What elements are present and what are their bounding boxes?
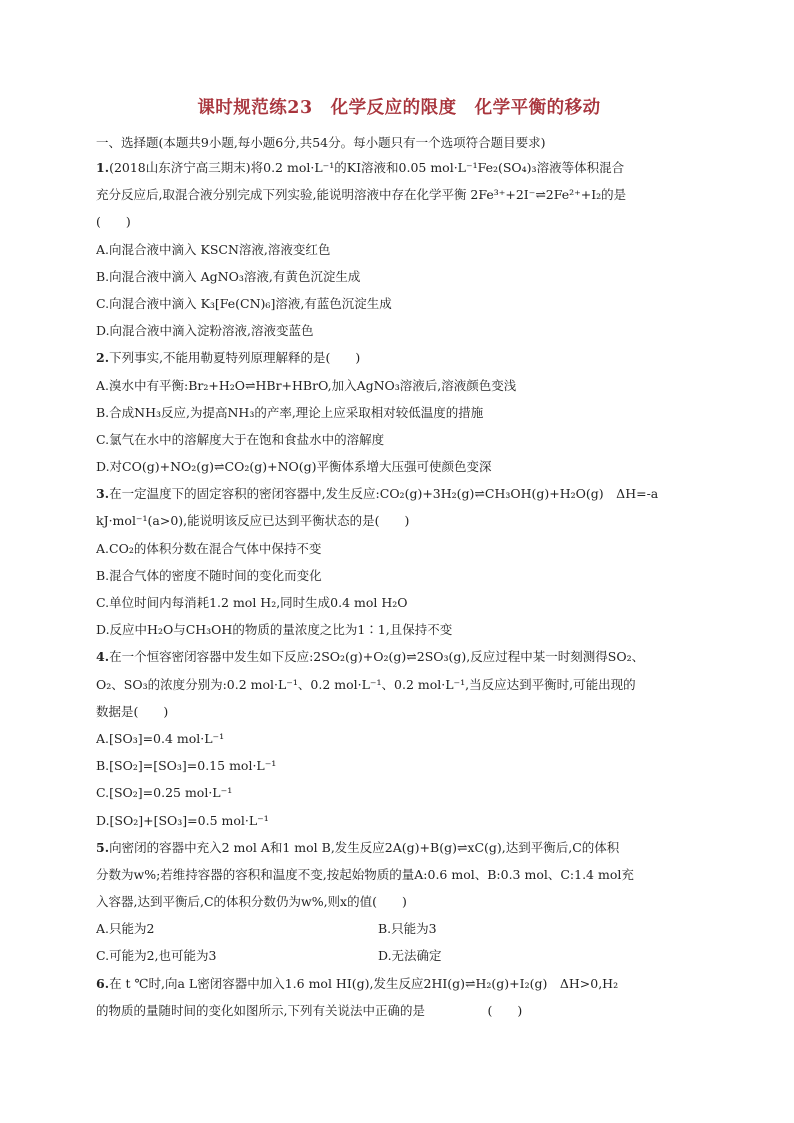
question-2-line-1 — [96, 344, 702, 371]
option-c: C.氯气在水中的溶解度大于在饱和食盐水中的溶解度 — [96, 431, 385, 447]
question-text: 在一个恒容密闭容器中发生如下反应:2SO₂(g)+O₂(g)⇌2SO₃(g),反应过程中某一时刻测得SO₂、 — [109, 649, 645, 665]
question-6-line-2: 的物质的量随时间的变化如图所示,下列有关说法中正确的是 ( ) — [96, 1002, 523, 1018]
option-b: B.[SO₂]=[SO₃]=0.15 mol·L⁻¹ — [96, 758, 277, 774]
option-a: A.向混合液中滴入 KSCN溶液,溶液变红色 — [96, 241, 331, 257]
question-4 — [96, 643, 702, 833]
option-row — [96, 942, 702, 969]
question-4-line-3: 数据是( ) — [96, 703, 169, 719]
page — [96, 96, 702, 1024]
question-5-line-1 — [96, 834, 702, 861]
question-number: 6. — [96, 975, 110, 991]
question-text: 在一定温度下的固定容积的密闭容器中,发生反应:CO₂(g)+3H₂(g)⇌CH₃OH(g)+H₂O(g) ΔH=-a — [109, 486, 659, 502]
option-a: A.[SO₃]=0.4 mol·L⁻¹ — [96, 730, 225, 746]
question-3 — [96, 480, 702, 643]
question-5 — [96, 834, 702, 970]
option-a: A.溴水中有平衡:Br₂+H₂O⇌HBr+HBrO,加入AgNO₃溶液后,溶液颜色变浅 — [96, 377, 517, 393]
question-3-line-2: kJ·mol⁻¹(a>0),能说明该反应已达到平衡状态的是( ) — [96, 513, 410, 529]
option-row — [96, 915, 702, 942]
option-d: D.无法确定 — [378, 948, 442, 964]
option-d: D.反应中H₂O与CH₃OH的物质的量浓度之比为1∶1,且保持不变 — [96, 622, 453, 638]
question-text: 在 t ℃时,向a L密闭容器中加入1.6 mol HI(g),发生反应2HI(g)⇌H₂(g)+I₂(g) ΔH>0,H₂ — [109, 975, 619, 991]
question-6 — [96, 970, 702, 1024]
question-2 — [96, 344, 702, 480]
question-number: 4. — [96, 649, 110, 665]
option-a: A.只能为2 — [96, 921, 155, 937]
question-1-line-2: 充分反应后,取混合液分别完成下列实验,能说明溶液中存在化学平衡 2Fe³⁺+2I⁻⇌2Fe²⁺+I₂的是 — [96, 187, 627, 203]
option-a: A.CO₂的体积分数在混合气体中保持不变 — [96, 540, 322, 556]
option-c: C.向混合液中滴入 K₃[Fe(CN)₆]溶液,有蓝色沉淀生成 — [96, 295, 392, 311]
option-c: C.单位时间内每消耗1.2 mol H₂,同时生成0.4 mol H₂O — [96, 595, 408, 610]
question-1-line-3: ( ) — [96, 214, 131, 230]
question-3-line-1 — [96, 480, 702, 507]
question-1 — [96, 154, 702, 344]
option-b: B.合成NH₃反应,为提高NH₃的产率,理论上应采取相对较低温度的措施 — [96, 404, 484, 420]
option-b: B.混合气体的密度不随时间的变化而变化 — [96, 567, 322, 583]
question-5-line-3: 入容器,达到平衡后,C的体积分数仍为w%,则x的值( ) — [96, 894, 407, 910]
question-number: 5. — [96, 839, 110, 855]
page-title: 课时规范练23 化学反应的限度 化学平衡的移动 — [197, 98, 601, 118]
question-text: 向密闭的容器中充入2 mol A和1 mol B,发生反应2A(g)+B(g)⇌xC(g),达到平衡后,C的体积 — [109, 839, 620, 855]
option-b: B.只能为3 — [378, 921, 437, 937]
option-c: C.[SO₂]=0.25 mol·L⁻¹ — [96, 785, 233, 801]
option-d: D.向混合液中滴入淀粉溶液,溶液变蓝色 — [96, 323, 314, 339]
question-number: 2. — [96, 350, 110, 366]
question-text: 下列事实,不能用勒夏特列原理解释的是( ) — [109, 350, 361, 366]
question-4-line-1 — [96, 643, 702, 670]
option-b: B.向混合液中滴入 AgNO₃溶液,有黄色沉淀生成 — [96, 268, 361, 284]
question-4-line-2: O₂、SO₃的浓度分别为:0.2 mol·L⁻¹、0.2 mol·L⁻¹、0.2 mol·L⁻¹,当反应达到平衡时,可能出现的 — [96, 676, 636, 692]
option-d: D.[SO₂]+[SO₃]=0.5 mol·L⁻¹ — [96, 812, 269, 828]
question-number: 3. — [96, 486, 110, 502]
question-number: 1. — [96, 160, 110, 175]
question-5-line-2: 分数为w%;若维持容器的容积和温度不变,按起始物质的量A:0.6 mol、B:0.3 mol、C:1.4 mol充 — [96, 866, 634, 882]
section-heading: 一、选择题(本题共9小题,每小题6分,共54分。每小题只有一个选项符合题目要求) — [96, 135, 546, 150]
option-d: D.对CO(g)+NO₂(g)⇌CO₂(g)+NO(g)平衡体系增大压强可使颜色变深 — [96, 459, 492, 475]
question-1-line-1 — [96, 154, 702, 181]
question-6-line-1 — [96, 970, 702, 997]
option-c: C.可能为2,也可能为3 — [96, 948, 217, 964]
question-text: (2018山东济宁高三期末)将0.2 mol·L⁻¹的KI溶液和0.05 mol·L⁻¹Fe₂(SO₄)₃溶液等体积混合 — [109, 160, 625, 175]
